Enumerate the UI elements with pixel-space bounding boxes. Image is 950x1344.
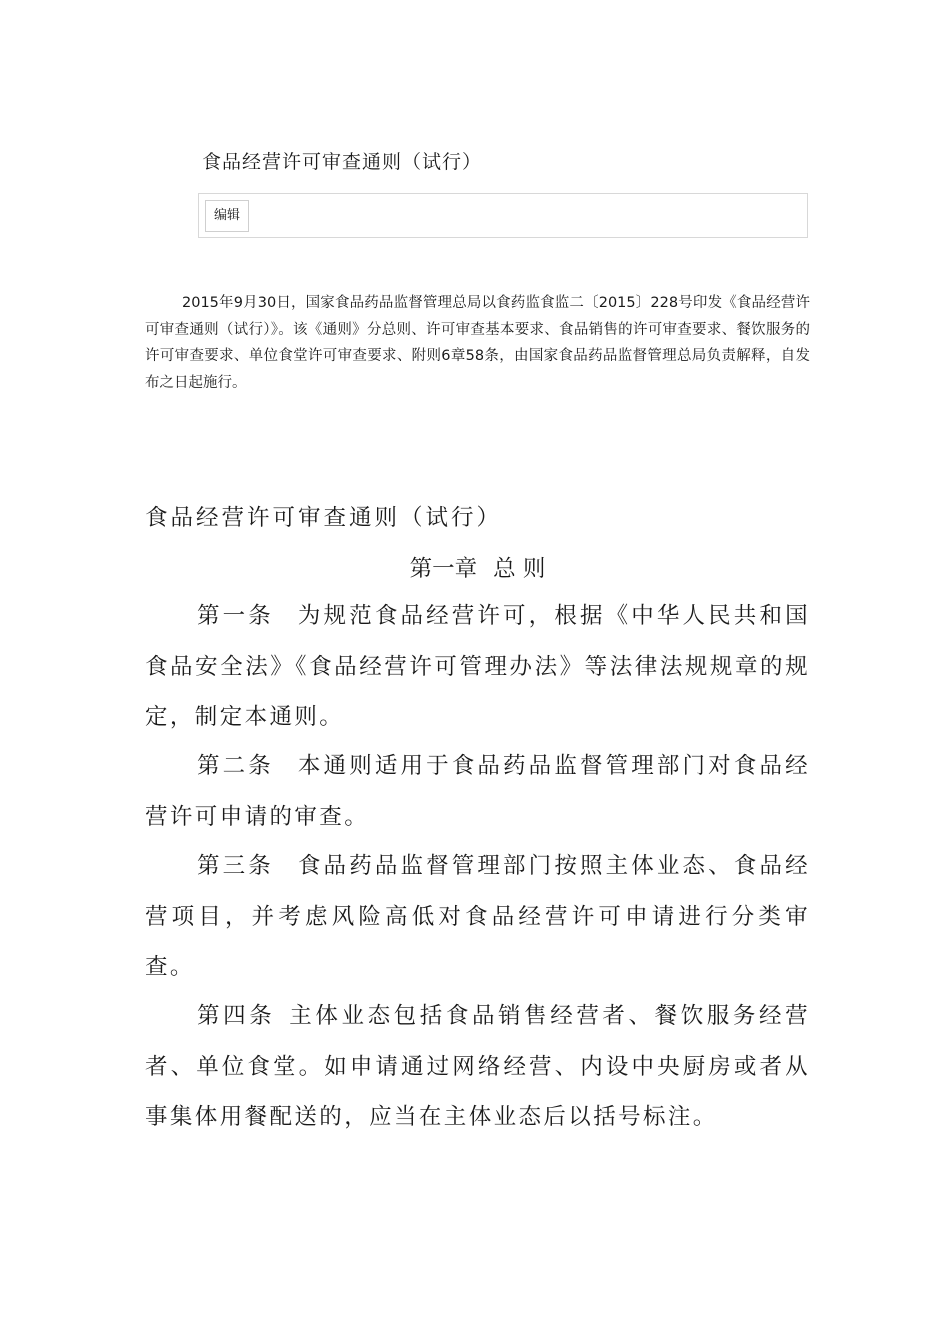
article-number: 第四条 [197, 1003, 276, 1029]
page-header-title: 食品经营许可审查通则（试行） [202, 151, 483, 173]
article-text: 为规范食品经营许可，根据《中华人民共和国食品安全法》《食品经营许可管理办法》等法律法规规章的规定，制定本通则。 [145, 603, 810, 730]
article-number: 第二条 [197, 753, 274, 779]
article-paragraph [145, 841, 810, 993]
article-paragraph [145, 591, 810, 743]
chapter-heading [145, 551, 810, 583]
chapter-number: 第一章 [409, 556, 478, 582]
article-number: 第三条 [197, 853, 274, 879]
article-text: 本通则适用于食品药品监督管理部门对食品经营许可申请的审查。 [145, 753, 810, 830]
edit-toolbar [198, 193, 808, 238]
article-paragraph [145, 991, 810, 1143]
article-text: 食品药品监督管理部门按照主体业态、食品经营项目，并考虑风险高低对食品经营许可申请进行分类审查。 [145, 853, 810, 980]
article-paragraph [145, 741, 810, 842]
edit-button[interactable]: 编辑 [205, 200, 249, 232]
document-title: 食品经营许可审查通则（试行） [145, 505, 503, 531]
article-number: 第一条 [197, 603, 274, 629]
chapter-name: 总 则 [493, 556, 546, 582]
intro-paragraph: 2015年9月30日，国家食品药品监督管理总局以食药监食监二〔2015〕228号印发《食品经营许可审查通则（试行）》。该《通则》分总则、许可审查基本要求、食品销售的许可审查要求、餐饮服务的许可审查要求、单位食堂许可审查要求、附则6章58条，由国家食品药品监督管理总局负责解释，自发布之日起施行。 [145, 295, 810, 391]
article-text: 主体业态包括食品销售经营者、餐饮服务经营者、单位食堂。如申请通过网络经营、内设中央厨房或者从事集体用餐配送的，应当在主体业态后以括号标注。 [145, 1003, 810, 1130]
